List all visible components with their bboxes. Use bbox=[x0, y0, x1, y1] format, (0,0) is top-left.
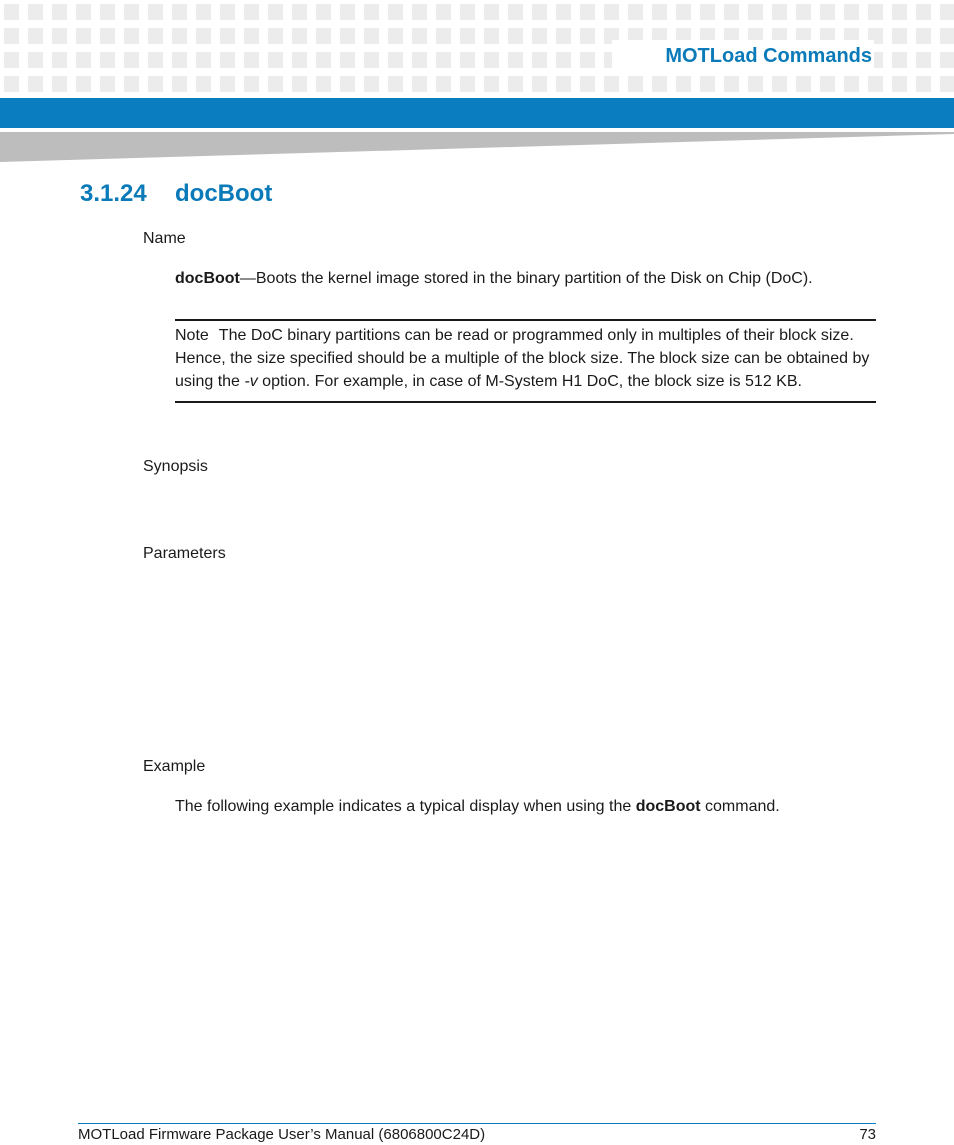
name-label: Name bbox=[143, 230, 186, 247]
parameters-label: Parameters bbox=[143, 545, 226, 562]
example-description bbox=[175, 795, 780, 818]
example-command: docBoot bbox=[635, 798, 701, 815]
example-text-before: The following example indicates a typical display when using the bbox=[175, 798, 636, 815]
section-title: docBoot bbox=[175, 180, 273, 207]
header-gray-wedge bbox=[0, 128, 954, 164]
name-description-text: —Boots the kernel image stored in the binary partition of the Disk on Chip (DoC). bbox=[239, 270, 813, 287]
example-text-after: command. bbox=[700, 798, 780, 815]
section-heading bbox=[80, 180, 272, 208]
footer-rule bbox=[78, 1123, 876, 1124]
note-option: -v bbox=[244, 373, 258, 390]
note-label: Note bbox=[175, 327, 209, 344]
note-text-after: option. For example, in case of M-System H1 DoC, the block size is 512 KB. bbox=[257, 373, 802, 390]
running-header-title: MOTLoad Commands bbox=[612, 40, 874, 72]
note-box bbox=[175, 319, 876, 403]
section-number: 3.1.24 bbox=[80, 180, 147, 207]
note-text-before: The DoC binary partitions can be read or programmed only in multiples of their block size. Hence, the size specified should be a multiple of the block size. The block size can be obtained by using the bbox=[175, 327, 870, 390]
synopsis-label: Synopsis bbox=[143, 458, 208, 475]
footer-page-number: 73 bbox=[859, 1126, 876, 1143]
example-label: Example bbox=[143, 758, 206, 775]
name-description bbox=[175, 267, 813, 290]
footer-manual-title: MOTLoad Firmware Package User’s Manual (6806800C24D) bbox=[78, 1126, 486, 1143]
header-blue-bar bbox=[0, 98, 954, 128]
name-command: docBoot bbox=[175, 270, 240, 287]
